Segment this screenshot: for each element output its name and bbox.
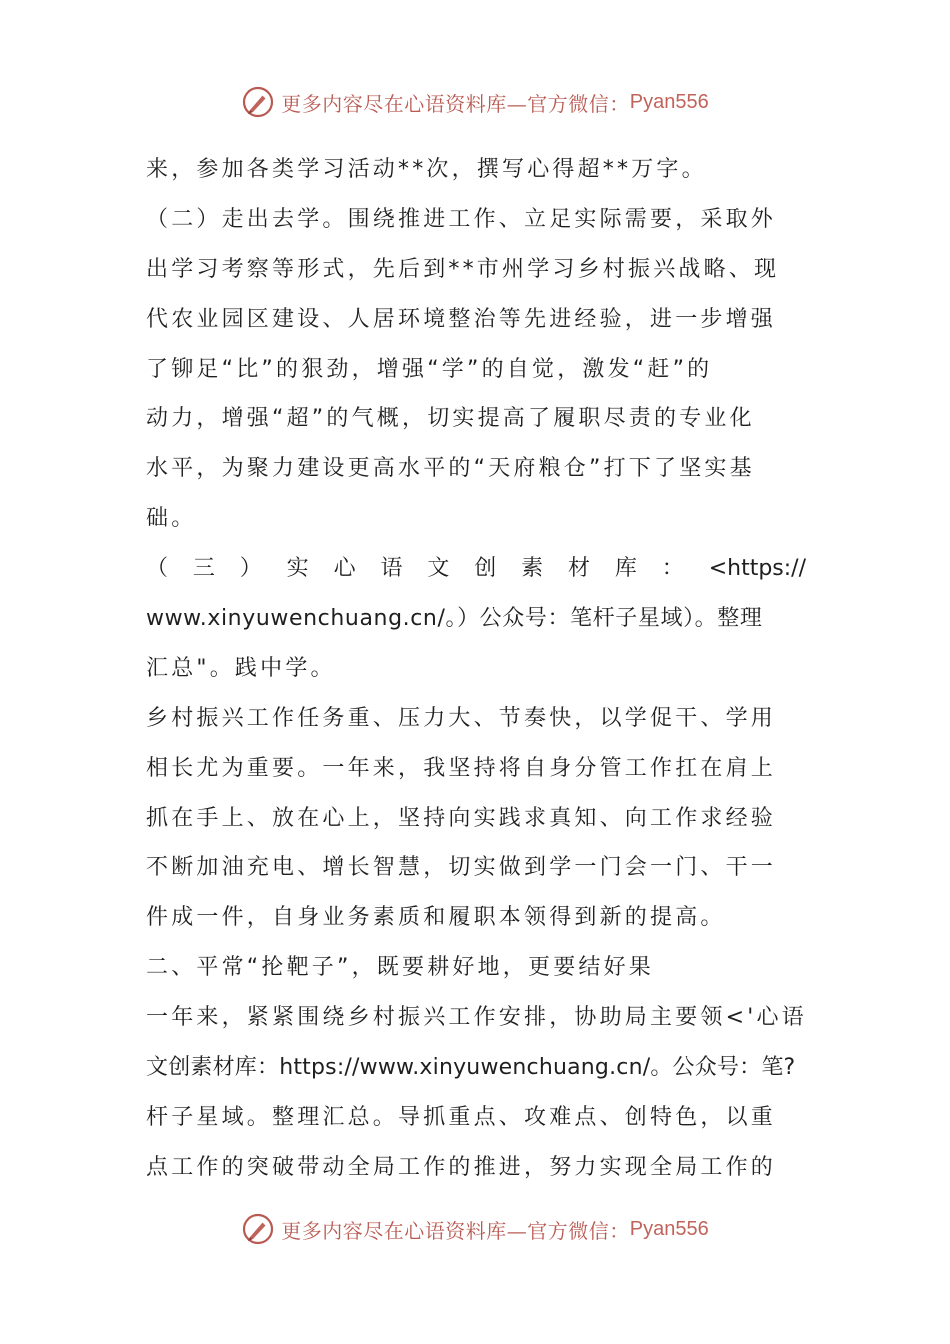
text-line: 了铆足“比”的狠劲，增强“学”的自觉，激发“赶”的 xyxy=(146,356,713,382)
section-heading: 二、平常“抡靶子”，既要耕好地，更要结好果 xyxy=(146,955,654,981)
pen-logo-icon xyxy=(241,85,275,119)
text-line: 不断加油充电、增长智慧，切实做到学一门会一门、干一 xyxy=(146,855,777,881)
text-line: 抓在手上、放在心上，坚持向实践求真知、向工作求经验 xyxy=(146,805,777,831)
text-line: 来，参加各类学习活动**次，撰写心得超**万字。 xyxy=(146,157,707,182)
footer-banner xyxy=(0,1209,950,1249)
text-line: 代农业园区建设、人居环境整治等先进经验，进一步增强 xyxy=(146,306,777,332)
text-line: （二）走出去学。围绕推进工作、立足实际需要，采取外 xyxy=(146,206,777,232)
text-line: 础。 xyxy=(146,506,197,532)
banner-text: 更多内容尽在心语资料库—官方微信： xyxy=(281,1218,630,1243)
text-line: 点工作的突破带动全局工作的推进，努力实现全局工作的 xyxy=(146,1154,777,1180)
text-line: （ 三 ） 实 心 语 文 创 素 材 库 ： <https:// xyxy=(146,556,806,582)
text-line: 文创素材库：https://www.xinyuwenchuang.cn/。公众号：笔? xyxy=(146,1055,796,1081)
text-line: 出学习考察等形式，先后到**市州学习乡村振兴战略、现 xyxy=(146,256,780,282)
pen-logo-icon xyxy=(241,1212,275,1246)
text-line: 相长尤为重要。一年来，我坚持将自身分管工作扛在肩上 xyxy=(146,755,777,781)
text-line: 汇总"。践中学。 xyxy=(146,655,336,681)
document-body xyxy=(146,150,806,1198)
text-line: www.xinyuwenchuang.cn/。）公众号：笔杆子星域）。整理 xyxy=(146,606,763,632)
text-line: 乡村振兴工作任务重、压力大、节奏快，以学促干、学用 xyxy=(146,705,777,731)
header-banner xyxy=(0,82,950,122)
banner-text: 更多内容尽在心语资料库—官方微信： xyxy=(281,91,630,116)
banner-wechat-id: Pyan556 xyxy=(629,90,709,113)
text-line: 件成一件，自身业务素质和履职本领得到新的提高。 xyxy=(146,905,726,931)
text-line: 动力，增强“超”的气概，切实提高了履职尽责的专业化 xyxy=(146,406,755,432)
text-line: 一年来，紧紧围绕乡村振兴工作安排，协助局主要领<'心语 xyxy=(146,1005,807,1031)
text-line: 水平，为聚力建设更高水平的“天府粮仓”打下了坚实基 xyxy=(146,456,755,482)
banner-wechat-id: Pyan556 xyxy=(629,1217,709,1240)
text-line: 杆子星域。整理汇总。导抓重点、攻难点、创特色，以重 xyxy=(146,1104,777,1130)
